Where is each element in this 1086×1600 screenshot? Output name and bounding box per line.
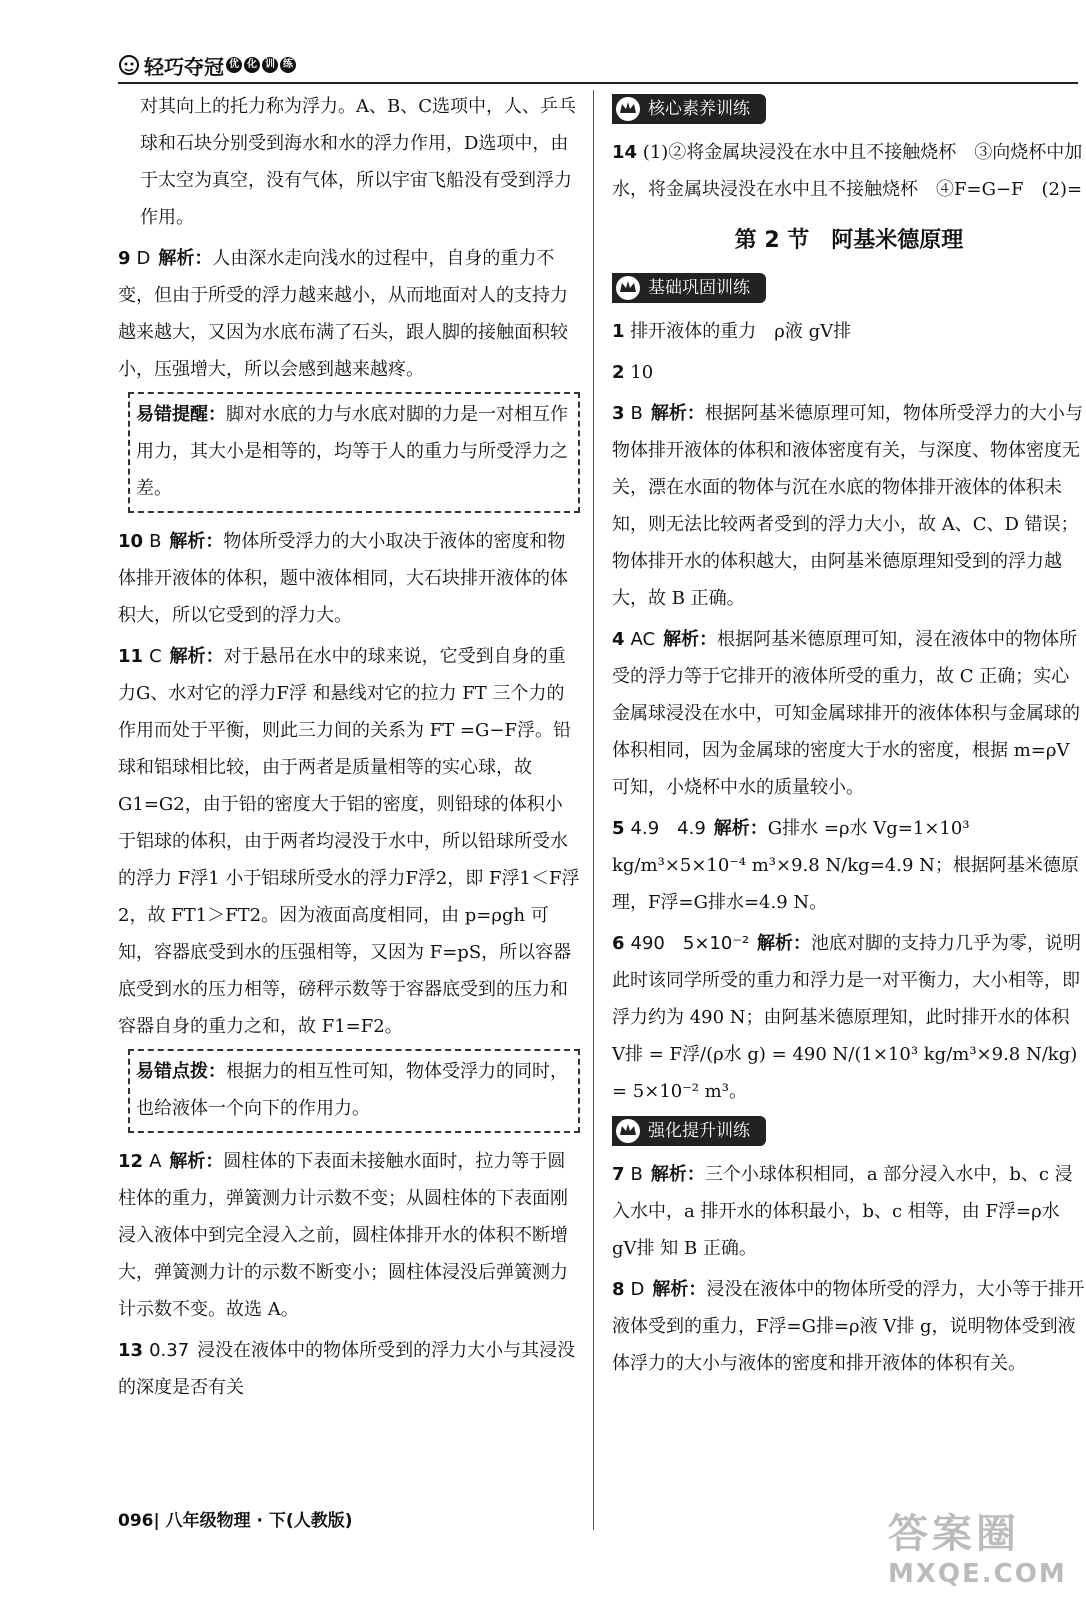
mistake-tip-box [128,1049,580,1133]
answer-number: 13 [118,1340,144,1361]
analysis-label: 解析： [713,818,768,839]
analysis-text: 人由深水走向浅水的过程中，自身的重力不变，但由于所受的浮力越来越小，从而地面对人的支持力越来越大，又因为水底布满了石头，跟人脚的接触面积较小，压强增大，所以会感到越来越疼。 [118,248,568,380]
answer-choice: B [630,1164,643,1185]
banner-label: 强化提升训练 [648,1120,750,1141]
answer-14 [612,134,1086,208]
answer-number: 4 [612,629,625,650]
analysis-label: 解析： [158,248,213,269]
watermark [888,1502,1078,1590]
crown-icon [614,1117,642,1145]
answer-choice: B [149,531,162,552]
analysis-label: 解析： [650,1164,705,1185]
answer-4 [612,621,1086,806]
section-banner-core [612,94,766,124]
answer-1 [612,313,1086,350]
answer-number: 8 [612,1279,625,1300]
analysis-text: 根据阿基米德原理可知，物体所受浮力的大小与物体排开液体的体积和液体密度有关，与深度、物体密度无关，漂在水面的物体与沉在水底的物体排开液体的体积未知，则无法比较两者受到的浮力大小，故 A、C、D 错误；物体排开水的体积越大，由阿基米德原理知受到的浮力越大，故 B 正确。 [612,403,1083,609]
analysis-text: 圆柱体的下表面未接触水面时，拉力等于圆柱体的重力，弹簧测力计示数不变；从圆柱体的下表面刚浸入液体中到完全浸入之前，圆柱体排开水的体积不断增大，弹簧测力计的示数不断变小；圆柱体浸没后弹簧测力计示数不变。故选 A。 [118,1151,568,1320]
analysis-text: 浸没在液体中的物体所受的浮力，大小等于排开液体受到的重力，F浮=G排=ρ液 V排 g，说明物体受到液体浮力的大小与液体的密度和排开液体的体积有关。 [612,1279,1085,1374]
watermark-site: MXQE.COM [888,1559,1067,1589]
answer-number: 3 [612,403,625,424]
answer-choice: A [149,1151,162,1172]
brand-badge: 练 [280,57,296,73]
brand-logo [118,50,296,80]
page-footer: 096| 八年级物理 · 下(人教版) [118,1511,353,1531]
tip-label: 易错提醒： [136,404,226,425]
answer-choice: 4.9 4.9 [630,818,706,839]
answer-text: 浸没在液体中的物体所受到的浮力大小与其浸没的深度是否有关 [118,1340,576,1398]
answer-choice: D [630,1279,645,1300]
analysis-text: 三个小球体积相同，a 部分浸入水中，b、c 浸入水中，a 排开水的体积最小，b、c 相等，由 F浮=ρ水 gV排 知 B 正确。 [612,1164,1073,1259]
crown-icon [614,274,642,302]
brand-badge: 优 [226,57,242,73]
banner-label: 核心素养训练 [648,98,750,119]
answer-11 [118,638,580,1045]
page-number: 096 [118,1511,154,1531]
tip-label: 易错点拨： [136,1061,226,1082]
answer-choice: 0.37 [149,1340,190,1361]
analysis-label: 解析： [169,646,224,667]
analysis-text: 物体所受浮力的大小取决于液体的密度和物体排开液体的体积，题中液体相同，大石块排开液体的体积大，所以它受到的浮力大。 [118,531,568,626]
right-column [612,88,1086,1386]
analysis-label: 解析： [650,403,705,424]
answer-7 [612,1156,1086,1267]
answer-3 [612,395,1086,617]
answer-number: 7 [612,1164,625,1185]
crown-icon [614,95,642,123]
book-title: 八年级物理 · 下(人教版) [165,1511,353,1531]
analysis-text: 对于悬吊在水中的球来说，它受到自身的重力G、水对它的浮力F浮 和悬线对它的拉力 FT 三个力的作用而处于平衡，则此三力间的关系为 FT =G−F浮。铅球和铝球相比较，由于两者是质量相等的实心球，故G1=G2，由于铅的密度大于铝的密度，则铅球的体积小于铝球的体积，由于两者均浸没于水中，所以铅球所受水的浮力 F浮1 小于铝球所受水的浮力F浮2，即 F浮1＜F浮2，故 FT1＞FT2。因为液面高度相同，由 p=ρgh 可知，容器底受到水的压强相等，又因为 F=pS，所以容器底受到水的压力相等，磅秤示数等于容器底受到的压力和容器自身的重力之和，故 F1=F2。 [118,646,580,1037]
analysis-text: 池底对脚的支持力几乎为零，说明此时该同学所受的重力和浮力是一对平衡力，大小相等，即浮力约为 490 N；由阿基米德原理知，此时排开水的体积 V排 = F浮/(ρ水 g) = 490 N/(1×10³ kg/m³×9.8 N/kg) = 5×10⁻² m³。 [612,933,1082,1102]
tip-text: 脚对水底的力与水底对脚的力是一对相互作用力，其大小是相等的，均等于人的重力与所受浮力之差。 [136,404,568,499]
answer-number: 12 [118,1151,144,1172]
left-column [118,88,580,1410]
analysis-text: G排水 =ρ水 Vg=1×10³ kg/m³×5×10⁻⁴ m³×9.8 N/kg=4.9 N；根据阿基米德原理，F浮=G排水=4.9 N。 [612,818,1079,913]
answer-8 [612,1271,1086,1382]
brand-badge: 化 [244,57,260,73]
answer-number: 6 [612,933,625,954]
mascot-icon [118,54,140,76]
tip-text: 根据力的相互性可知，物体受浮力的同时，也给液体一个向下的作用力。 [136,1061,568,1119]
section-banner-basic [612,273,766,303]
answer-choice: B [630,403,643,424]
answer-choice: 490 5×10⁻² [630,933,750,954]
mistake-tip-box [128,392,580,513]
section-banner-advanced [612,1116,766,1146]
answer-choice: AC [630,629,656,650]
analysis-text: 根据阿基米德原理可知，浸在液体中的物体所受的浮力等于它排开的液体所受的重力，故 C 正确；实心金属球浸没在水中，可知金属球排开的液体体积与金属球的体积相同，因为金属球的密度大于水的密度，根据 m=ρV 可知，小烧杯中水的质量较小。 [612,629,1080,798]
analysis-label: 解析： [663,629,718,650]
answer-9 [118,240,580,388]
answer-number: 2 [612,362,625,383]
answer-5 [612,810,1086,921]
answer-12 [118,1143,580,1328]
answer-2 [612,354,1086,391]
section-title: 第 2 节 阿基米德原理 [734,228,964,253]
analysis-label: 解析： [169,1151,224,1172]
answer-6 [612,925,1086,1110]
analysis-label: 解析： [652,1279,707,1300]
answer-number: 1 [612,321,625,342]
brand-name: 轻巧夺冠 [144,54,224,79]
watermark-title: 答案圈 [888,1511,1020,1557]
answer-choice: C [149,646,162,667]
answer-text: 10 [630,362,654,383]
answer-13 [118,1332,580,1406]
header-rule [118,82,1078,84]
answer-choice: D [136,248,151,269]
answer-10 [118,523,580,634]
answer-number: 10 [118,531,144,552]
brand-badge: 训 [262,57,278,73]
banner-label: 基础巩固训练 [648,277,750,298]
answer-number: 11 [118,646,144,667]
answer-number: 9 [118,248,131,269]
continuation-text: 对其向上的托力称为浮力。A、B、C选项中，人、乒乓球和石块分别受到海水和水的浮力作用，D选项中，由于太空为真空，没有气体，所以宇宙飞船没有受到浮力作用。 [140,96,576,228]
answer-text: 排开液体的重力 ρ液 gV排 [630,321,852,342]
answer-text: (1)②将金属块浸没在水中且不接触烧杯 ③向烧杯中加水，将金属块浸没在水中且不接触烧杯 ④F=G−F (2)= [612,142,1083,200]
answer-number: 5 [612,818,625,839]
analysis-label: 解析： [169,531,224,552]
column-divider [593,90,594,1530]
answer-number: 14 [612,142,638,163]
analysis-label: 解析： [757,933,812,954]
